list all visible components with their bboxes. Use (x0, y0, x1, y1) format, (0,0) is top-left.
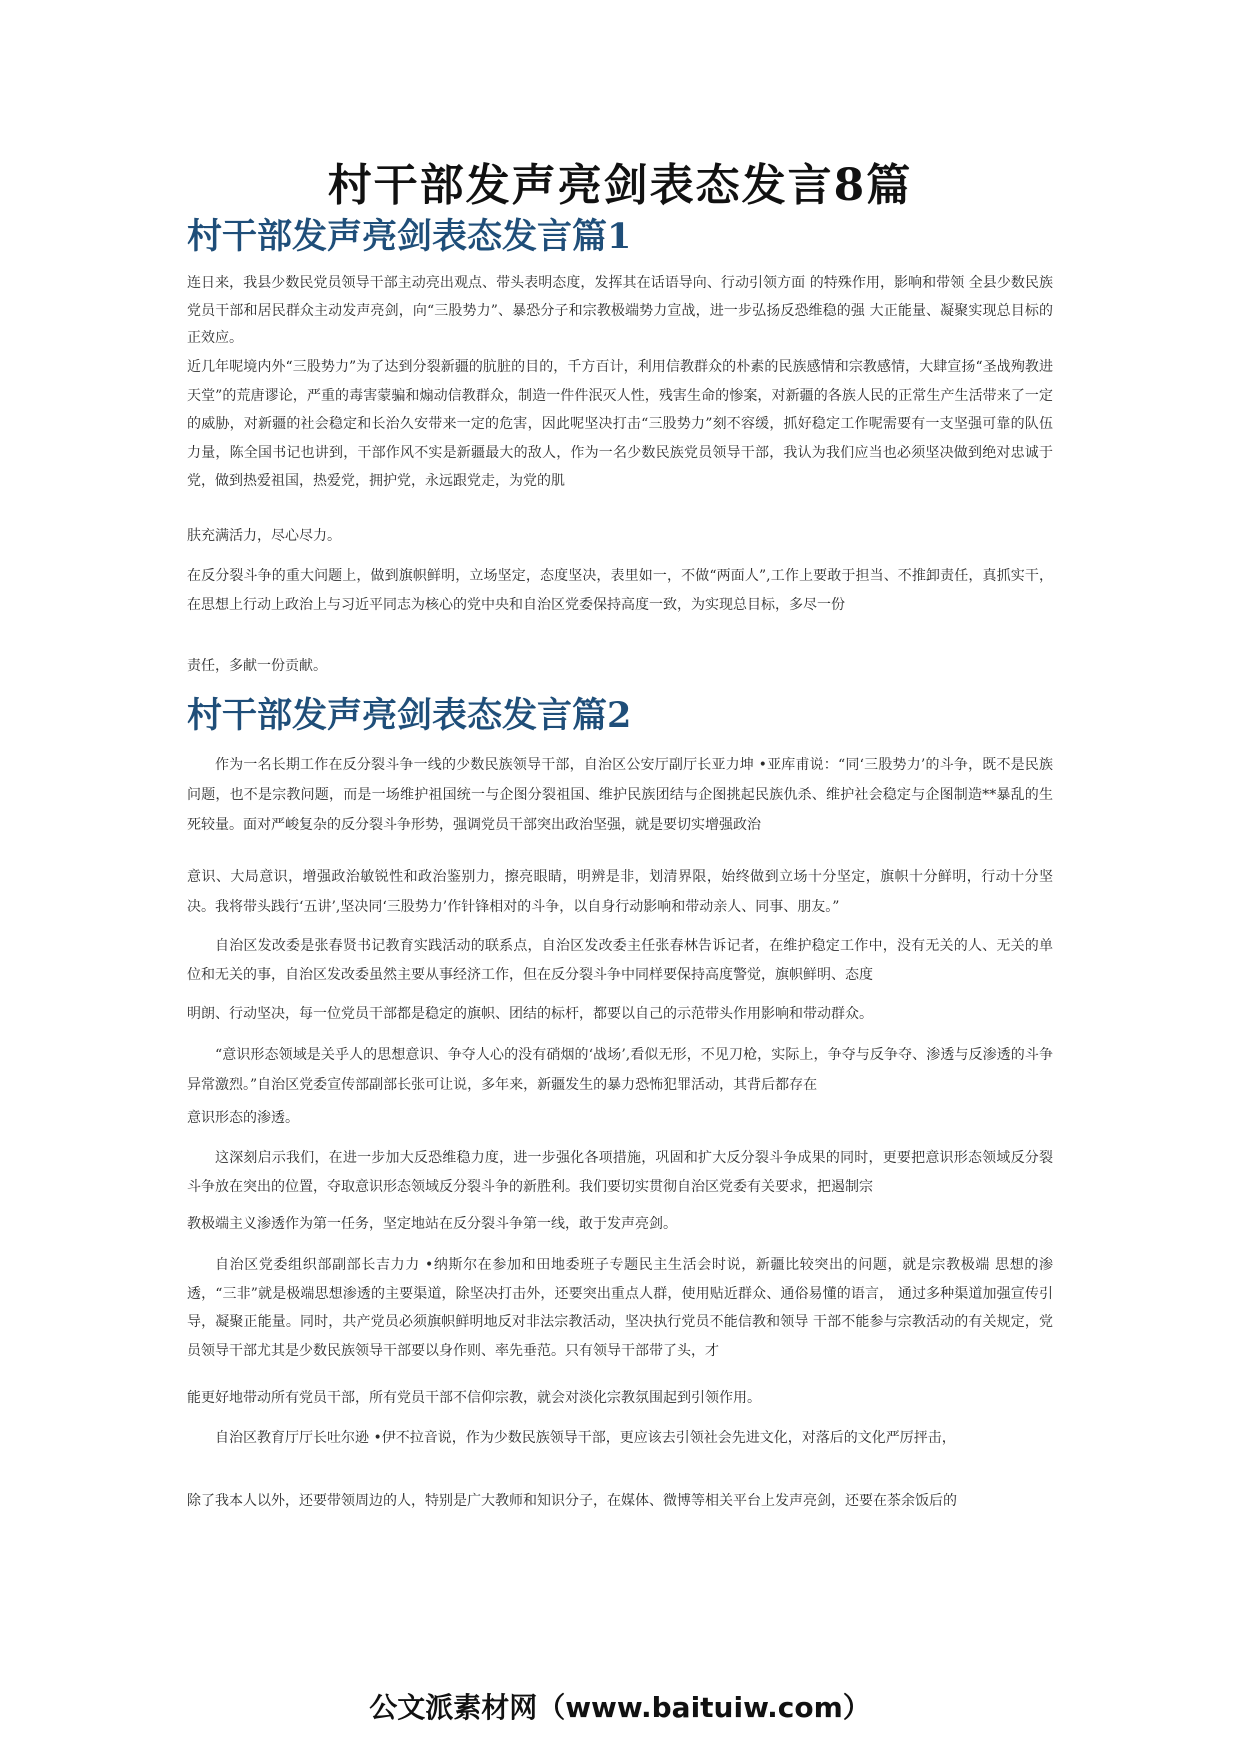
section-heading-1: 村干部发声亮剑表态发言篇1 (187, 216, 632, 257)
footer-source-link: 公文派素材网（www.baituiw.com） (369, 1691, 871, 1724)
section-heading-2: 村干部发声亮剑表态发言篇2 (187, 695, 632, 736)
paragraph: 自治区党委组织部副部长吉力力 •纳斯尔在参加和田地委班子专题民主生活会时说，新疆比较突出的问题，就是宗教极端 思想的渗透，“三非”就是极端思想渗透的主要渠道，除坚决打击外，还要突出重点人群，使用贴近群众、通俗易懂的语言， 通过多种渠道加强宣传引导，凝聚正能量。同时，共产党员必须旗帜鲜明地反对非法宗教活动，坚决执行党员不能信教和领导 干部不能参与宗教活动的有关规定，党员领导干部尤其是少数民族领导干部要以身作则、率先垂范。只有领导干部带了头，才 (187, 1257, 1053, 1359)
paragraph: 在反分裂斗争的重大问题上，做到旗帜鲜明，立场坚定，态度坚决，表里如一，不做“两面人”,工作上要敢于担当、不推卸责任，真抓实干，在思想上行动上政治上与习近平同志为核心的党中央和自治区党委保持高度一致，为实现总目标，多尽一份 (187, 568, 1053, 613)
paragraph: 作为一名长期工作在反分裂斗争一线的少数民族领导干部，自治区公安厅副厅长亚力坤 •亚库甫说：“同‘三股势力’的斗争，既不是民族问题，也不是宗教问题，而是一场维护祖国统一与企图分裂祖国、维护民族团结与企图挑起民族仇杀、维护社会稳定与企图制造**暴乱的生死较量。面对严峻复杂的反分裂斗争形势，强调党员干部突出政治坚强，就是要切实增强政治 (187, 757, 1053, 833)
paragraph: “意识形态领域是关乎人的思想意识、争夺人心的没有硝烟的‘战场’,看似无形，不见刀枪，实际上，争夺与反争夺、渗透与反渗透的斗争异常激烈。”自治区党委宣传部副部长张可让说，多年来，新疆发生的暴力恐怖犯罪活动，其背后都存在 (187, 1047, 1053, 1093)
paragraph: 自治区发改委是张春贤书记教育实践活动的联系点，自治区发改委主任张春林告诉记者，在维护稳定工作中，没有无关的人、无关的单位和无关的事，自治区发改委虽然主要从事经济工作，但在反分裂斗争中同样要保持高度警觉，旗帜鲜明、态度 (187, 938, 1053, 983)
paragraph: 除了我本人以外，还要带领周边的人，特别是广大教师和知识分子，在媒体、微博等相关平台上发声亮剑，还要在茶余饭后的 (187, 1493, 957, 1509)
paragraph: 肤充满活力，尽心尽力。 (187, 528, 341, 544)
paragraph: 自治区教育厅厅长吐尔逊 •伊不拉音说，作为少数民族领导干部，更应该去引领社会先进文化，对落后的文化严厉抨击， (215, 1430, 956, 1446)
paragraph: 近几年呢境内外“三股势力”为了达到分裂新疆的肮脏的目的，千方百计，利用信教群众的朴素的民族感情和宗教感情，大肆宣扬“圣战殉教进天堂”的荒唐谬论，严重的毒害蒙骗和煽动信教群众，制造一件件泯灭人性，残害生命的惨案，对新疆的各族人民的正常生产生活带来了一定的威胁，对新疆的社会稳定和长治久安带来一定的危害，因此呢坚决打击“三股势力”刻不容缓，抓好稳定工作呢需要有一支坚强可靠的队伍力量，陈全国书记也讲到，干部作风不实是新疆最大的敌人，作为一名少数民族党员领导干部，我认为我们应当也必须坚决做到绝对忠诚于党，做到热爱祖国，热爱党，拥护党，永远跟党走，为党的肌 (187, 359, 1053, 489)
paragraph: 能更好地带动所有党员干部，所有党员干部不信仰宗教，就会对淡化宗教氛围起到引领作用。 (187, 1390, 761, 1406)
paragraph: 这深刻启示我们，在进一步加大反恐维稳力度，进一步强化各项措施，巩固和扩大反分裂斗争成果的同时，更要把意识形态领域反分裂斗争放在突出的位置，夺取意识形态领域反分裂斗争的新胜利。我们要切实贯彻自治区党委有关要求，把遏制宗 (187, 1150, 1053, 1195)
paragraph: 意识、大局意识，增强政治敏锐性和政治鉴别力，擦亮眼睛，明辨是非，划清界限，始终做到立场十分坚定，旗帜十分鲜明，行动十分坚决。我将带头践行‘五讲’,坚决同‘三股势力’作针锋相对的斗争，以自身行动影响和带动亲人、同事、朋友。” (187, 869, 1053, 915)
paragraph: 意识形态的渗透。 (187, 1110, 299, 1126)
paragraph: 教极端主义渗透作为第一任务，坚定地站在反分裂斗争第一线，敢于发声亮剑。 (187, 1216, 677, 1232)
paragraph: 明朗、行动坚决，每一位党员干部都是稳定的旗帜、团结的标杆，都要以自己的示范带头作用影响和带动群众。 (187, 1006, 873, 1022)
paragraph: 连日来，我县少数民党员领导干部主动亮出观点、带头表明态度，发挥其在话语导向、行动引领方面 的特殊作用，影响和带领 全县少数民族党员干部和居民群众主动发声亮剑，向“三股势力”、暴恐分子和宗教极端势力宣战，进一步弘扬反恐维稳的强 大正能量、凝聚实现总目标的正效应。 (187, 275, 1053, 346)
document-title: 村干部发声亮剑表态发言8篇 (327, 160, 913, 211)
paragraph: 责任，多献一份贡献。 (187, 658, 327, 674)
